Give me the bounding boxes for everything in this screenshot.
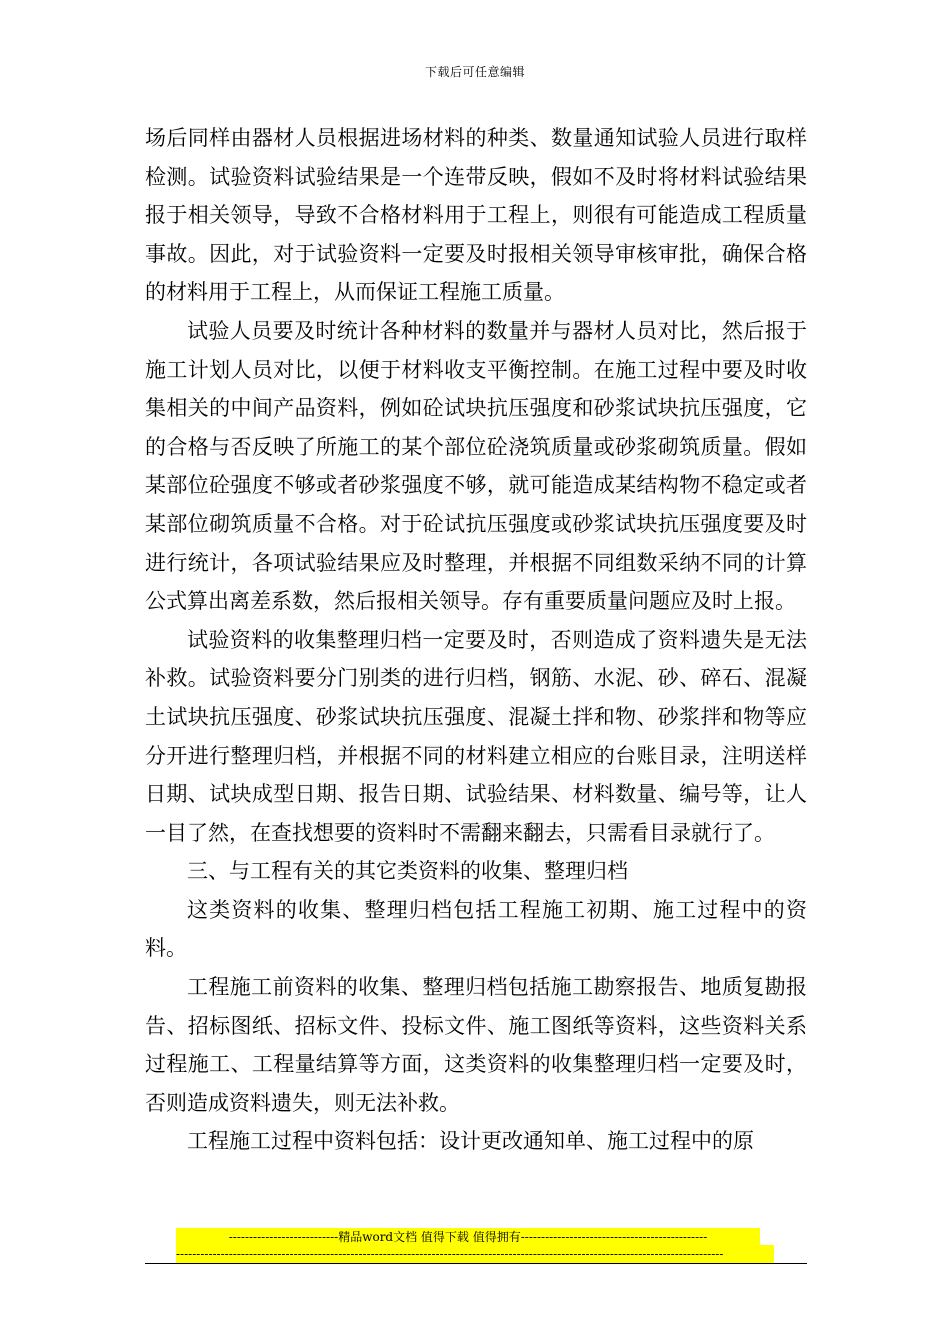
paragraph-6: 工程施工过程中资料包括：设计更改通知单、施工过程中的原 [187,1129,754,1154]
paragraph-5: 工程施工前资料的收集、整理归档包括施工勘察报告、地质复勘报告、招标图纸、招标文件、投标文件、施工图纸等资料，这些资料关系过程施工、工程量结算等方面，这类资料的收集整理归档一定要及时，否则造成资料遗失，则无法补救。 [145,975,807,1115]
paragraph-2: 试验人员要及时统计各种材料的数量并与器材人员对比，然后报于施工计划人员对比，以便于材料收支平衡控制。在施工过程中要及时收集相关的中间产品资料，例如砼试块抗压强度和砂浆试块抗压强度，它的合格与否反映了所施工的某个部位砼浇筑质量或砂浆砌筑质量。假如某部位砼强度不够或者砂浆强度不够，就可能造成某结构物不稳定或者某部位砌筑质量不合格。对于砼试抗压强度或砂浆试块抗压强度要及时进行统计，各项试验结果应及时整理，并根据不同组数采纳不同的计算公式算出离差系数，然后报相关领导。存有重要质量问题应及时上报。 [145,318,807,614]
document-body [145,119,807,1161]
paragraph-3: 试验资料的收集整理归档一定要及时，否则造成了资料遗失是无法补救。试验资料要分门别类的进行归档，钢筋、水泥、砂、碎石、混凝土试块抗压强度、砂浆试块抗压强度、混凝土拌和物、砂浆拌和物等应分开进行整理归档，并根据不同的材料建立相应的台账目录，注明送样日期、试块成型日期、报告日期、试验结果、材料数量、编号等，让人一目了然，在查找想要的资料时不需翻来翻去，只需看目录就行了。 [145,627,807,845]
footer-rule [145,1263,807,1264]
paragraph-4: 这类资料的收集、整理归档包括工程施工初期、施工过程中的资料。 [145,897,807,961]
footer-dash-line: --------------------------------------------------------------------------------------------------------------------------------------- [176,1245,774,1263]
paragraph-1: 场后同样由器材人员根据进场材料的种类、数量通知试验人员进行取样检测。试验资料试验结果是一个连带反映，假如不及时将材料试验结果报于相关领导，导致不合格材料用于工程上，则很有可能造成工程质量事故。因此，对于试验资料一定要及时报相关领导审核审批，确保合格的材料用于工程上，从而保证工程施工质量。 [145,126,807,305]
page-header: 下载后可任意编辑 [424,65,525,79]
footer-banner: ---------------------------精品word文档 值得下载 值得拥有---------------------------------------------- [176,1228,760,1246]
section-heading-3: 三、与工程有关的其它类资料的收集、整理归档 [187,859,628,884]
